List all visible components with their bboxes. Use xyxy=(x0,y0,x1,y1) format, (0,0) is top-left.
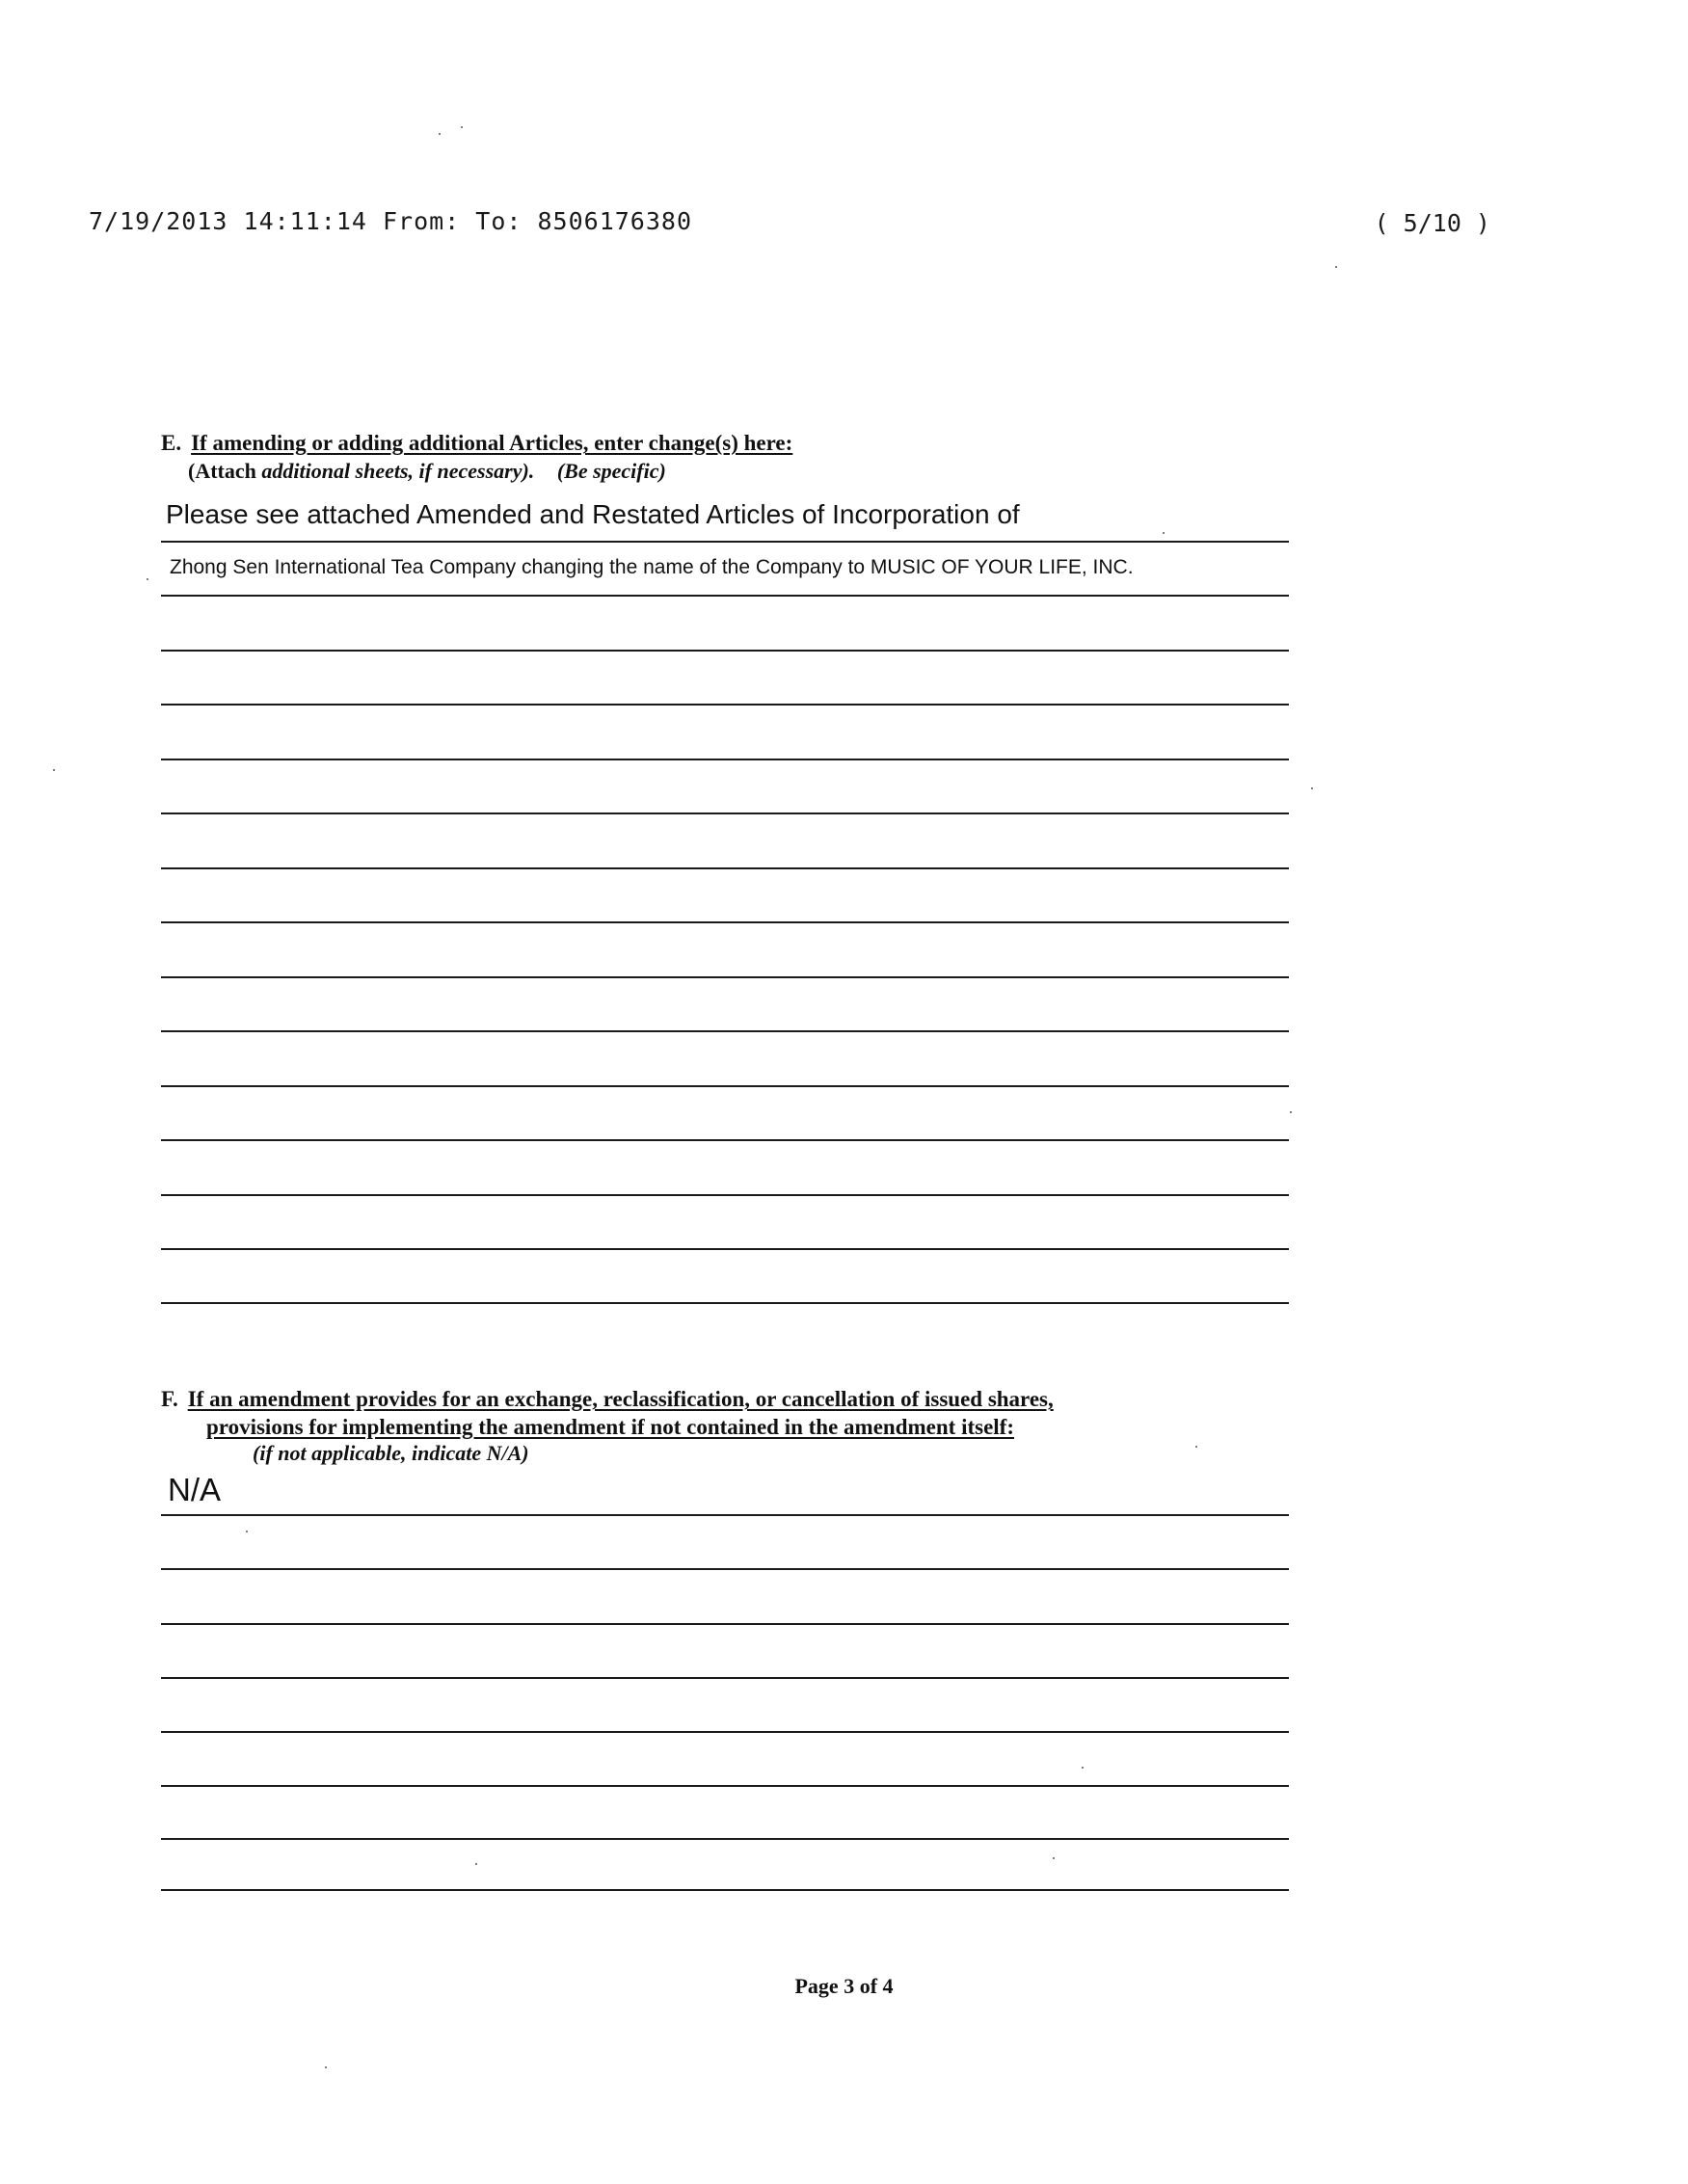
section-e-heading-text: If amending or adding additional Articles, enter change(s) here: xyxy=(191,431,793,455)
section-e-rule xyxy=(161,1030,1289,1032)
section-e-rule xyxy=(161,976,1289,978)
scan-speck xyxy=(1335,266,1337,268)
section-f-heading-line-1: If an amendment provides for an exchange, reclassification, or cancellation of issued shares, xyxy=(187,1387,1054,1411)
scan-speck xyxy=(325,2066,327,2068)
section-e-heading xyxy=(161,431,792,456)
scan-speck xyxy=(246,1531,248,1532)
section-e-rule xyxy=(161,867,1289,869)
section-e-rule xyxy=(161,650,1289,652)
section-e-rule xyxy=(161,595,1289,597)
section-e-note-italic: additional sheets, if necessary). xyxy=(261,459,535,483)
fax-header-line: 7/19/2013 14:11:14 From: To: 8506176380 xyxy=(89,207,692,235)
fax-page-indicator: ( 5/10 ) xyxy=(1374,209,1490,237)
section-f-rule xyxy=(161,1731,1289,1733)
section-e-note xyxy=(188,459,666,484)
section-e-rule xyxy=(161,541,1289,543)
section-f-rule xyxy=(161,1785,1289,1787)
section-e-rule xyxy=(161,759,1289,760)
scan-speck xyxy=(1311,787,1313,789)
section-e-entry-line-1[interactable]: Please see attached Amended and Restated Articles of Incorporation of xyxy=(166,499,1020,529)
scan-speck xyxy=(475,1863,477,1865)
section-e-rule xyxy=(161,1302,1289,1304)
section-e-note-specific: (Be specific) xyxy=(556,459,666,483)
section-e-entry-line-2[interactable]: Zhong Sen International Tea Company changing the name of the Company to MUSIC OF YOUR LIFE, INC. xyxy=(170,556,1134,578)
section-f-rule xyxy=(161,1677,1289,1679)
section-e-rule xyxy=(161,1194,1289,1196)
scan-speck xyxy=(461,126,463,128)
scan-speck xyxy=(53,769,55,771)
section-e-rule xyxy=(161,1085,1289,1087)
section-f-rule xyxy=(161,1889,1289,1891)
section-f-heading-cont xyxy=(206,1415,1014,1440)
scan-speck xyxy=(1082,1767,1084,1769)
section-e-rule xyxy=(161,1248,1289,1250)
scan-speck xyxy=(147,578,148,580)
section-e-letter: E. xyxy=(161,431,182,455)
section-f-heading xyxy=(161,1387,1054,1412)
section-f-note-text: (if not applicable, indicate N/A) xyxy=(253,1441,529,1465)
section-e-rule xyxy=(161,921,1289,923)
section-f-note xyxy=(253,1441,529,1466)
section-f-entry[interactable]: N/A xyxy=(168,1472,222,1507)
section-e-rule xyxy=(161,1139,1289,1141)
section-f-heading-line-2: provisions for implementing the amendment if not contained in the amendment itself: xyxy=(206,1415,1014,1439)
section-f-rule xyxy=(161,1568,1289,1570)
page-number: Page 3 of 4 xyxy=(794,1974,894,1998)
section-f-rule xyxy=(161,1838,1289,1840)
scan-speck xyxy=(439,133,441,135)
section-f-rule xyxy=(161,1623,1289,1625)
section-e-rule xyxy=(161,812,1289,814)
section-e-rule xyxy=(161,704,1289,706)
scan-speck xyxy=(1290,1111,1292,1113)
section-e-note-prefix: (Attach xyxy=(188,459,256,483)
scan-speck xyxy=(1163,532,1165,534)
section-f-rule xyxy=(161,1514,1289,1516)
scan-speck xyxy=(1195,1446,1197,1448)
section-f-letter: F. xyxy=(161,1387,178,1411)
scan-speck xyxy=(1053,1857,1055,1859)
